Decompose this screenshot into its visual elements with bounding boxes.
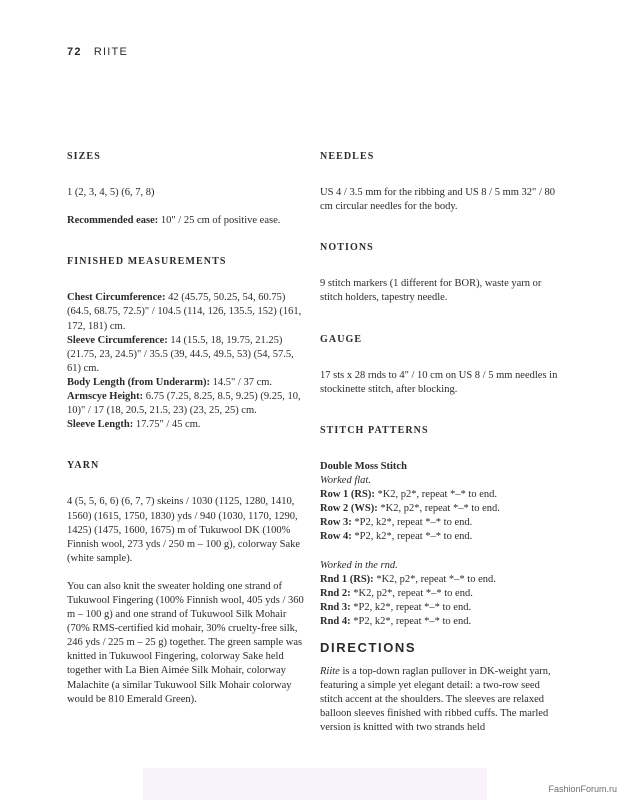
- row-3-value: *P2, k2*, repeat *–* to end.: [351, 517, 473, 529]
- stitch-patterns-heading: STITCH PATTERNS: [320, 424, 429, 436]
- body-length-label: Body Length (from Underarm):: [67, 376, 211, 388]
- chest-label: Chest Circumference:: [67, 292, 166, 304]
- needles-text: US 4 / 3.5 mm for the ribbing and US 8 / 5 mm 32" / 80 cm circular needles for the body.: [320, 187, 555, 213]
- right-column: [320, 150, 565, 736]
- rnd-2-label: Rnd 2:: [320, 587, 351, 599]
- rnd-4-value: *P2, k2*, repeat *–* to end.: [350, 615, 472, 627]
- rnd-1-value: *K2, p2*, repeat *–* to end.: [373, 573, 496, 585]
- row-1-label: Row 1 (RS):: [320, 489, 375, 501]
- rnd-4-label: Rnd 4:: [320, 615, 351, 627]
- row-4-label: Row 4:: [320, 531, 352, 543]
- sleeve-length-label: Sleeve Length:: [67, 419, 134, 431]
- gauge-heading: GAUGE: [320, 333, 363, 345]
- yarn-paragraph-1: 4 (5, 5, 6, 6) (6, 7, 7) skeins / 1030 (1125, 1280, 1410, 1560) (1615, 1750, 1830) yds / 940 (1030, 1170, 1290, 1425) (1475, 1600, 1675) m of Tukuwool DK (100% Finnish wool, 273 yds / 250 m – 100 g), colorway Sake (white sample).: [67, 496, 301, 564]
- notions-text: 9 stitch markers (1 different for BOR), waste yarn or stitch holders, tapestry needle.: [320, 278, 542, 304]
- rnd-1-label: Rnd 1 (RS):: [320, 573, 374, 585]
- directions-body: is a top-down raglan pullover in DK-weight yarn, featuring a simple yet elegant detail: a two-row seed stitch accent at the shoulders. The sleeves are relaxed balloon sleeves finished with ribbed cuffs. The marled version is knitted with two strands held: [320, 666, 551, 734]
- needles-heading: NEEDLES: [320, 151, 375, 162]
- row-2-label: Row 2 (WS):: [320, 503, 378, 515]
- body-length-value: 14.5" / 37 cm.: [210, 376, 273, 388]
- sleeve-circumference: [67, 334, 307, 376]
- sleeve-length-value: 17.75" / 45 cm.: [133, 419, 201, 431]
- directions-title-word: Riite: [320, 666, 340, 678]
- sleeve-length: [67, 418, 307, 432]
- rnd-3-value: *P2, k2*, repeat *–* to end.: [350, 601, 472, 613]
- yarn-paragraph-2: You can also knit the sweater holding one strand of Tukuwool Fingering (100% Finnish wool, 405 yds / 360 m – 100 g) and one strand of Tukuwool Silk Mohair (70% RMS-certified kid mohair, 30% cruelty-free silk, 246 yds / 225 m – 25 g) together. The green sample was knitted in Tukuwool Fingering, colorway Sake held together with La Bien Aimée Silk Mohair, colorway Malachite (a similar Tukuwool Silk Mohair colorway would be 810 Emerald Green).: [67, 580, 304, 705]
- row-1-value: *K2, p2*, repeat *–* to end.: [374, 489, 498, 501]
- row-2: [320, 502, 565, 516]
- row-3-label: Row 3:: [320, 517, 352, 529]
- armscye-value: 6.75 (7.25, 8.25, 8.5, 9.25) (9.25, 10, 10)" / 17 (18, 20.5, 21.5, 23) (23, 25, 25) cm.: [67, 391, 301, 417]
- rnd-2-value: *K2, p2*, repeat *–* to end.: [350, 587, 473, 599]
- armscye-height: [67, 390, 307, 418]
- armscye-label: Armscye Height:: [67, 391, 144, 403]
- ease-value: 10" / 25 cm of positive ease.: [158, 215, 281, 227]
- rnd-3-label: Rnd 3:: [320, 601, 351, 613]
- sizes-heading: SIZES: [67, 151, 101, 162]
- finished-measurements-heading: FINISHED MEASUREMENTS: [67, 256, 227, 268]
- rnd-4: [320, 615, 565, 629]
- chest-circumference: [67, 291, 307, 333]
- sleeve-circ-label: Sleeve Circumference:: [67, 334, 168, 346]
- gauge-text: 17 sts x 28 rnds to 4" / 10 cm on US 8 / 5 mm needles in stockinette stitch, after blocking.: [320, 369, 558, 395]
- ease-label: Recommended ease:: [67, 215, 159, 227]
- recommended-ease: [67, 214, 307, 228]
- row-2-value: *K2, p2*, repeat *–* to end.: [377, 503, 500, 515]
- row-3: [320, 516, 565, 530]
- notions-heading: NOTIONS: [320, 242, 374, 254]
- rnd-2: [320, 587, 565, 601]
- running-title: RIITE: [93, 46, 129, 58]
- running-header: [67, 46, 128, 58]
- body-length: [67, 376, 307, 390]
- rnd-1: [320, 573, 565, 587]
- sizes-line: 1 (2, 3, 4, 5) (6, 7, 8): [67, 187, 155, 199]
- watermark-text: FashionForum.ru: [548, 784, 617, 794]
- footer-band: [143, 768, 487, 800]
- directions-text: [320, 665, 565, 735]
- yarn-heading: YARN: [67, 460, 100, 472]
- worked-flat-label: Worked flat.: [320, 475, 371, 487]
- rnd-3: [320, 601, 565, 615]
- worked-in-rnd-label: Worked in the rnd.: [320, 559, 398, 571]
- row-4: [320, 530, 565, 544]
- double-moss-stitch-title: Double Moss Stitch: [320, 460, 407, 472]
- directions-heading: DIRECTIONS: [320, 639, 417, 655]
- sleeve-circ-value: 14 (15.5, 18, 19.75, 21.25) (21.75, 23, 24.5)" / 35.5 (39, 44.5, 49.5, 53) (54, 57.5, 61) cm.: [67, 334, 294, 374]
- left-column: [67, 150, 307, 707]
- row-1: [320, 488, 565, 502]
- row-4-value: *P2, k2*, repeat *–* to end.: [351, 531, 473, 543]
- page-number: 72: [67, 46, 82, 58]
- chest-value: 42 (45.75, 50.25, 54, 60.75) (64.5, 68.75, 72.5)" / 104.5 (114, 126, 135.5, 152) (161, 172, 181) cm.: [67, 292, 302, 332]
